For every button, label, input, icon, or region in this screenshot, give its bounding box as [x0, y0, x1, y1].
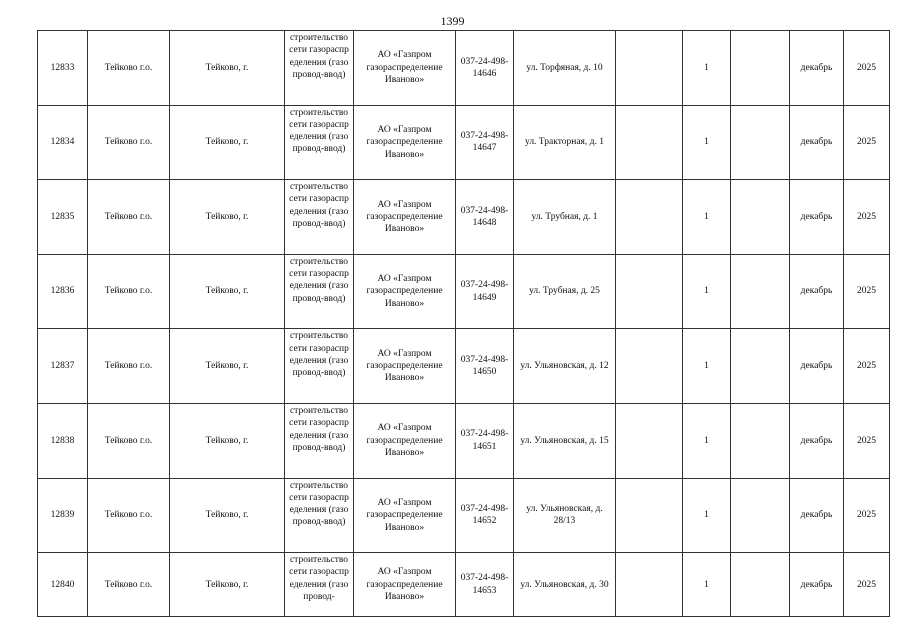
organization-cell: [354, 180, 456, 255]
row-number-cell-text: 12838: [50, 435, 75, 446]
address-cell: [514, 180, 616, 255]
empty-cell: [616, 553, 683, 617]
quantity-cell: [683, 329, 731, 404]
quantity-cell-text: 1: [704, 137, 709, 148]
organization-cell-text: АО «Газпром газораспределение Иваново»: [366, 199, 443, 235]
row-number-cell-text: 12833: [50, 62, 75, 73]
year-cell-text: 2025: [857, 361, 876, 372]
month-cell-text: декабрь: [800, 510, 833, 521]
empty-cell: [731, 180, 790, 255]
quantity-cell-text: 1: [704, 510, 709, 521]
locality-cell: [170, 478, 285, 553]
row-number-cell: [38, 254, 88, 329]
empty-cell: [616, 403, 683, 478]
address-cell: [514, 329, 616, 404]
organization-cell: [354, 478, 456, 553]
object-code-cell-text: 037-24-498-14652: [460, 504, 509, 527]
empty-cell: [731, 329, 790, 404]
row-number-cell-text: 12834: [50, 137, 75, 148]
work-type-cell: [285, 403, 354, 478]
row-number-cell: [38, 553, 88, 617]
locality-cell: [170, 329, 285, 404]
district-cell-text: Тейково г.о.: [104, 361, 153, 372]
organization-cell-text: АО «Газпром газораспределение Иваново»: [366, 348, 443, 384]
year-cell: [844, 403, 890, 478]
work-type-cell: [285, 553, 354, 617]
organization-cell: [354, 553, 456, 617]
year-cell: [844, 31, 890, 106]
organization-cell: [354, 403, 456, 478]
object-code-cell: [456, 403, 514, 478]
district-cell-text: Тейково г.о.: [104, 286, 153, 297]
empty-cell: [731, 553, 790, 617]
work-type-cell-text: строительство сети газораспределения (газопровод-ввод): [289, 256, 349, 304]
quantity-cell: [683, 105, 731, 180]
quantity-cell-text: 1: [704, 211, 709, 222]
quantity-cell-text: 1: [704, 435, 709, 446]
month-cell: [790, 478, 844, 553]
address-cell-text: ул. Торфяная, д. 10: [526, 62, 603, 73]
year-cell-text: 2025: [857, 435, 876, 446]
empty-cell: [731, 403, 790, 478]
object-code-cell: [456, 329, 514, 404]
table-row: [38, 403, 890, 478]
address-cell: [514, 105, 616, 180]
empty-cell: [616, 329, 683, 404]
row-number-cell: [38, 403, 88, 478]
district-cell-text: Тейково г.о.: [104, 62, 153, 73]
table-row: [38, 329, 890, 404]
address-cell-text: ул. Трубная, д. 1: [531, 211, 598, 222]
quantity-cell: [683, 553, 731, 617]
month-cell-text: декабрь: [800, 137, 833, 148]
empty-cell: [616, 31, 683, 106]
year-cell-text: 2025: [857, 579, 876, 590]
year-cell: [844, 329, 890, 404]
empty-cell: [616, 105, 683, 180]
month-cell: [790, 180, 844, 255]
object-code-cell-text: 037-24-498-14649: [460, 280, 509, 303]
object-code-cell: [456, 553, 514, 617]
object-code-cell: [456, 105, 514, 180]
quantity-cell-text: 1: [704, 361, 709, 372]
district-cell: [88, 478, 170, 553]
organization-cell-text: АО «Газпром газораспределение Иваново»: [366, 497, 443, 533]
address-cell: [514, 403, 616, 478]
row-number-cell: [38, 105, 88, 180]
address-cell: [514, 31, 616, 106]
work-type-cell-text: строительство сети газораспределения (газопровод-: [289, 555, 349, 603]
locality-cell: [170, 105, 285, 180]
locality-cell-text: Тейково, г.: [205, 211, 249, 222]
year-cell-text: 2025: [857, 137, 876, 148]
address-cell-text: ул. Ульяновская, д. 28/13: [526, 504, 603, 527]
work-type-cell: [285, 254, 354, 329]
object-code-cell: [456, 478, 514, 553]
district-cell: [88, 180, 170, 255]
empty-cell: [616, 254, 683, 329]
row-number-cell-text: 12836: [50, 286, 75, 297]
object-code-cell-text: 037-24-498-14650: [460, 354, 509, 378]
district-cell-text: Тейково г.о.: [104, 579, 153, 590]
district-cell-text: Тейково г.о.: [104, 435, 153, 446]
row-number-cell: [38, 31, 88, 106]
row-number-cell-text: 12835: [50, 211, 75, 222]
work-type-cell: [285, 105, 354, 180]
district-cell: [88, 105, 170, 180]
address-cell-text: ул. Тракторная, д. 1: [524, 137, 604, 148]
object-code-cell-text: 037-24-498-14646: [460, 56, 509, 79]
month-cell: [790, 254, 844, 329]
locality-cell-text: Тейково, г.: [205, 361, 249, 372]
object-code-cell: [456, 180, 514, 255]
locality-cell-text: Тейково, г.: [205, 286, 249, 297]
quantity-cell: [683, 31, 731, 106]
object-code-cell-text: 037-24-498-14647: [460, 131, 509, 154]
address-cell-text: ул. Ульяновская, д. 30: [520, 579, 609, 590]
object-code-cell-text: 037-24-498-14653: [460, 573, 509, 596]
table-row: [38, 478, 890, 553]
organization-cell-text: АО «Газпром газораспределение Иваново»: [366, 423, 443, 458]
table-body: [38, 31, 890, 617]
work-type-cell-text: строительство сети газораспределения (газопровод-ввод): [289, 480, 349, 528]
locality-cell-text: Тейково, г.: [205, 435, 249, 446]
address-cell-text: ул. Ульяновская, д. 12: [520, 361, 609, 372]
organization-cell-text: АО «Газпром газораспределение Иваново»: [366, 274, 443, 309]
month-cell-text: декабрь: [800, 361, 833, 372]
address-cell: [514, 478, 616, 553]
district-cell-text: Тейково г.о.: [104, 510, 153, 521]
district-cell: [88, 403, 170, 478]
locality-cell: [170, 553, 285, 617]
quantity-cell: [683, 403, 731, 478]
organization-cell-text: АО «Газпром газораспределение Иваново»: [366, 50, 443, 85]
locality-cell: [170, 31, 285, 106]
empty-cell: [731, 254, 790, 329]
month-cell: [790, 31, 844, 106]
locality-cell: [170, 254, 285, 329]
empty-cell: [616, 180, 683, 255]
month-cell: [790, 329, 844, 404]
year-cell-text: 2025: [857, 286, 876, 297]
organization-cell: [354, 31, 456, 106]
locality-cell: [170, 403, 285, 478]
organization-cell-text: АО «Газпром газораспределение Иваново»: [366, 567, 443, 602]
work-type-cell-text: строительство сети газораспределения (газопровод-ввод): [289, 331, 349, 379]
table-row: [38, 254, 890, 329]
year-cell: [844, 105, 890, 180]
table-row: [38, 553, 890, 617]
work-type-cell: [285, 329, 354, 404]
table-row: [38, 105, 890, 180]
year-cell: [844, 254, 890, 329]
row-number-cell: [38, 329, 88, 404]
address-cell: [514, 553, 616, 617]
table-row: [38, 31, 890, 106]
address-cell-text: ул. Ульяновская, д. 15: [520, 435, 609, 446]
year-cell-text: 2025: [857, 62, 876, 73]
locality-cell-text: Тейково, г.: [205, 579, 249, 590]
row-number-cell-text: 12840: [50, 579, 75, 590]
month-cell-text: декабрь: [800, 579, 833, 590]
month-cell: [790, 105, 844, 180]
month-cell-text: декабрь: [800, 286, 833, 297]
quantity-cell: [683, 254, 731, 329]
district-cell-text: Тейково г.о.: [104, 137, 153, 148]
empty-cell: [731, 105, 790, 180]
work-type-cell: [285, 478, 354, 553]
work-type-cell-text: строительство сети газораспределения (газопровод-ввод): [289, 182, 349, 230]
district-cell: [88, 553, 170, 617]
organization-cell-text: АО «Газпром газораспределение Иваново»: [366, 124, 443, 160]
empty-cell: [731, 31, 790, 106]
table-row: [38, 180, 890, 255]
locality-cell-text: Тейково, г.: [205, 137, 249, 148]
row-number-cell-text: 12839: [50, 510, 75, 521]
work-type-cell-text: строительство сети газораспределения (газопровод-ввод): [289, 33, 349, 80]
district-cell: [88, 31, 170, 106]
locality-cell: [170, 180, 285, 255]
work-type-cell-text: строительство сети газораспределения (газопровод-ввод): [289, 405, 349, 453]
district-cell: [88, 329, 170, 404]
quantity-cell-text: 1: [704, 286, 709, 297]
locality-cell-text: Тейково, г.: [205, 62, 249, 73]
organization-cell: [354, 105, 456, 180]
object-code-cell-text: 037-24-498-14651: [460, 429, 509, 452]
month-cell-text: декабрь: [800, 62, 833, 73]
month-cell: [790, 553, 844, 617]
year-cell: [844, 553, 890, 617]
year-cell: [844, 478, 890, 553]
quantity-cell: [683, 478, 731, 553]
row-number-cell: [38, 180, 88, 255]
locality-cell-text: Тейково, г.: [205, 510, 249, 521]
district-cell: [88, 254, 170, 329]
year-cell: [844, 180, 890, 255]
empty-cell: [616, 478, 683, 553]
organization-cell: [354, 254, 456, 329]
object-code-cell: [456, 254, 514, 329]
gasification-table: [37, 30, 890, 617]
month-cell: [790, 403, 844, 478]
object-code-cell: [456, 31, 514, 106]
object-code-cell-text: 037-24-498-14648: [460, 205, 509, 228]
quantity-cell-text: 1: [704, 62, 709, 73]
district-cell-text: Тейково г.о.: [104, 211, 153, 222]
empty-cell: [731, 478, 790, 553]
quantity-cell: [683, 180, 731, 255]
month-cell-text: декабрь: [800, 435, 833, 446]
address-cell: [514, 254, 616, 329]
address-cell-text: ул. Трубная, д. 25: [529, 286, 600, 297]
year-cell-text: 2025: [857, 510, 876, 521]
page-number: 1399: [440, 14, 465, 28]
work-type-cell-text: строительство сети газораспределения (газопровод-ввод): [289, 107, 349, 155]
quantity-cell-text: 1: [704, 579, 709, 590]
organization-cell: [354, 329, 456, 404]
row-number-cell-text: 12837: [50, 361, 75, 372]
year-cell-text: 2025: [857, 211, 876, 222]
month-cell-text: декабрь: [800, 211, 833, 222]
work-type-cell: [285, 180, 354, 255]
work-type-cell: [285, 31, 354, 106]
row-number-cell: [38, 478, 88, 553]
